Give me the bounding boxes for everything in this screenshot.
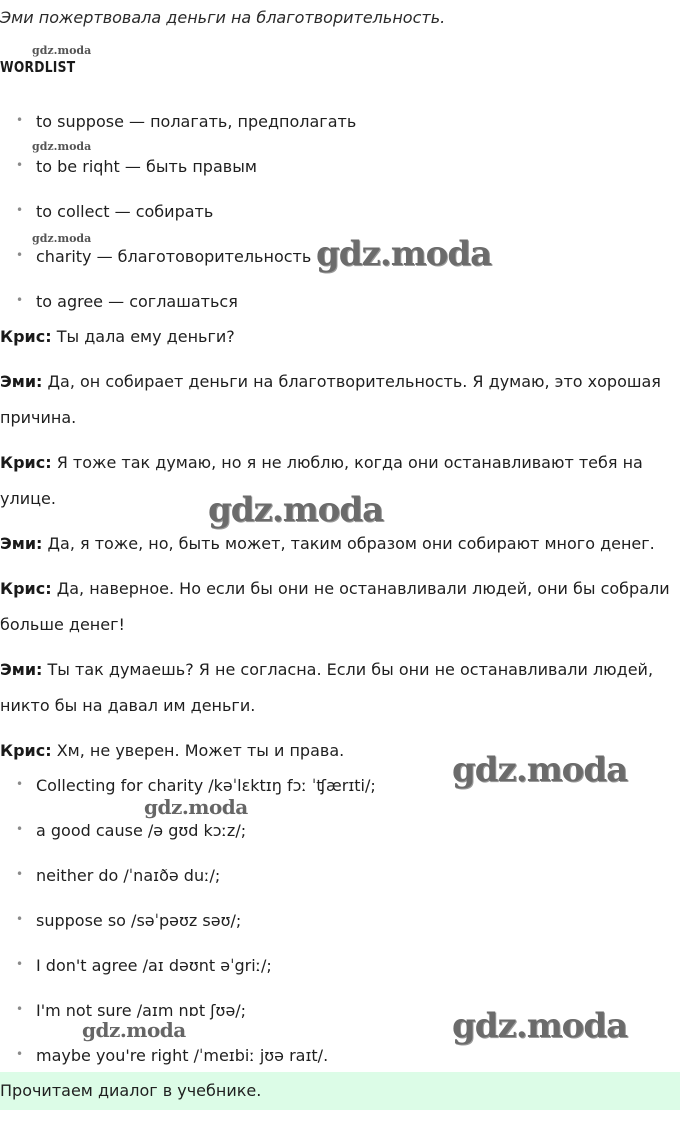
dialogue-line: Эми: Да, он собирает деньги на благотворительность. Я думаю, это хорошая [0,372,661,391]
dialogue-line: Эми: Ты так думаешь? Я не согласна. Если бы они не останавливали людей, [0,660,654,679]
phrase-item: • I don't agree /aɪ dəʊnt əˈgriː/; [18,956,272,975]
watermark: gdz.moda [452,750,628,790]
footer-note-box [0,1072,680,1110]
wordlist-title: WORDLIST [0,58,76,76]
dialogue-line: Эми: Да, я тоже, но, быть может, таким образом они собирают много денег. [0,534,655,553]
dialogue-line: Крис: Да, наверное. Но если бы они не останавливали людей, они бы собрали [0,579,670,598]
phrase-item: • suppose so /səˈpəʊz səʊ/; [18,911,241,930]
dialogue-line: Крис: Хм, не уверен. Может ты и права. [0,741,345,760]
wordlist-item: • to be riqht — быть правым [18,157,257,176]
wordlist-item: • charity — благотоворительность [18,247,311,266]
dialogue-line: Крис: Я тоже так думаю, но я не люблю, когда они останавливают тебя на [0,453,643,472]
dialogue-line-cont: причина. [0,408,77,427]
intro-text: Эми пожертвовала деньги на благотворительность. [0,8,446,27]
watermark: gdz.moda [32,140,92,153]
watermark: gdz.moda [452,1006,628,1046]
watermark: gdz.moda [208,490,384,530]
watermark: gdz.moda [144,795,248,819]
dialogue-line: Крис: Ты дала ему деньги? [0,327,235,346]
watermark: gdz.moda [32,44,92,57]
dialogue-line-cont: улице. [0,489,56,508]
phrase-item: • Collecting for charity /kəˈlɛktɪŋ fɔː ˈʧærɪti/; [18,776,376,795]
watermark: gdz.moda [32,232,92,245]
dialogue-line-cont: никто бы на давал им деньги. [0,696,256,715]
wordlist-item: • to agree — соглашаться [18,292,238,311]
wordlist-item: • to collect — собирать [18,202,213,221]
watermark: gdz.moda [82,1018,186,1042]
phrase-item: • neither do /ˈnaɪðə duː/; [18,866,220,885]
phrase-item: • I'm not sure /aɪm nɒt ʃʊə/; [18,1001,246,1020]
phrase-item: • maybe you're right /ˈmeɪbiː jʊə raɪt/. [18,1046,328,1065]
watermark: gdz.moda [316,234,492,274]
footer-note: Прочитаем диалог в учебнике. [0,1081,262,1100]
dialogue-line-cont: больше денег! [0,615,125,634]
wordlist-item: • to suppose — полагать, предполагать [18,112,356,131]
phrase-item: • a good cause /ə gʊd kɔːz/; [18,821,246,840]
